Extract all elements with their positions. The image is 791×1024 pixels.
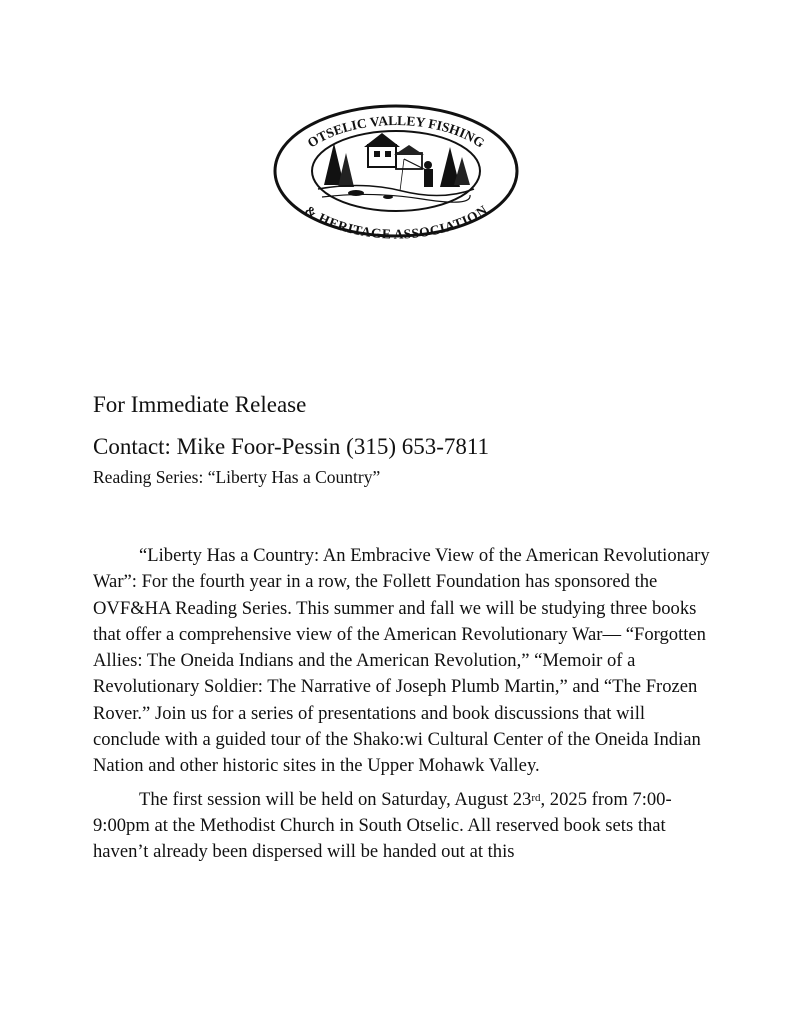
body-paragraph: “Liberty Has a Country: An Embracive View of the American Revolutionary War”: For the fourth year in a row, the Follett Foundation has sponsored the OVF&HA Reading Series. This summer and fall we will be studying three books that offer a comprehensive view of the American Revolutionary War— “Forgotten Allies: The Oneida Indians and the American Revolution,” “Memoir of a Revolutionary Soldier: The Narrative of Joseph Plumb Martin,” and “The Frozen Rover.” Join us for a series of presentations and book discussions that will conclude with a guided tour of the Shako:wi Cultural Center of the Oneida Indian Nation and other historic sites in the Upper Mohawk Valley. (93, 545, 710, 777)
logo-emblem (272, 103, 520, 239)
logo-arc-bottom-text: & HERITAGE ASSOCIATION (302, 202, 490, 239)
series-title: Reading Series: “Liberty Has a Country” (93, 467, 381, 487)
release-heading: For Immediate Release (93, 392, 307, 417)
body-paragraph (93, 787, 713, 866)
press-release-body (93, 543, 713, 873)
ordinal-suffix: rd (531, 791, 541, 804)
session-text-start: The first session will be held on Saturday, August 23 (139, 788, 532, 810)
association-logo (272, 103, 520, 239)
session-text-end: , 2025 from 7:00-9:00pm at the Methodist Church in South Otselic. All reserved book sets that haven’t already been dispersed will be handed out at this (93, 788, 672, 863)
logo-scene-illustration (318, 133, 474, 202)
logo-arc-top-text: OTSELIC VALLEY FISHING (304, 112, 488, 151)
contact-line: Contact: Mike Foor-Pessin (315) 653-7811 (93, 434, 490, 459)
